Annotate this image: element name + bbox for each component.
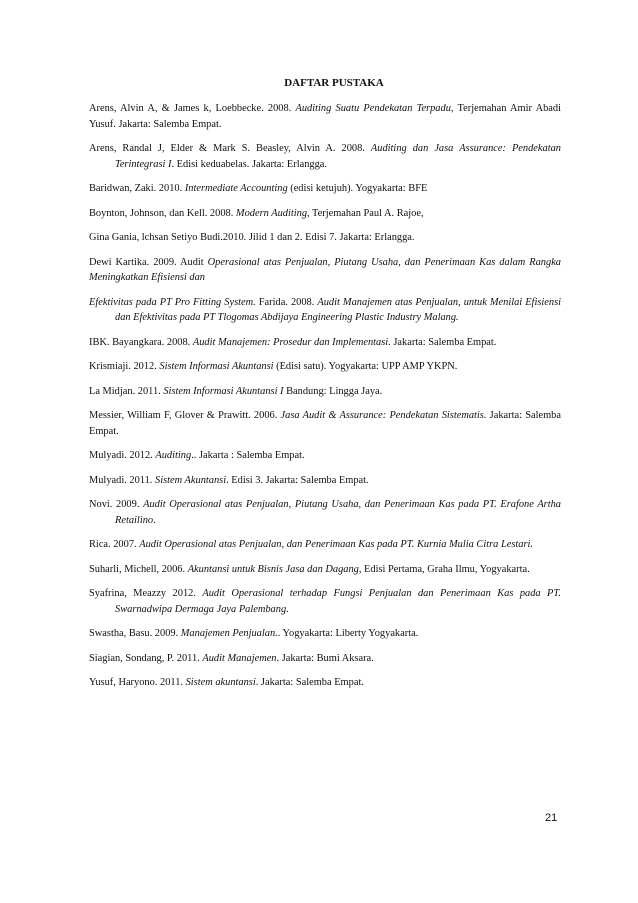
reference-details: Farida. 2008. [255,296,318,308]
reference-title: Operasional atas Penjualan, Piutang Usaha, dan Penerimaan Kas dalam Rangka Meningkatkan Efisiensi dan [89,256,561,283]
reference-entry [89,181,561,197]
reference-title: Akuntansi untuk Bisnis Jasa dan Dagang [187,563,359,575]
reference-author: Dewi Kartika. 2009. Audit [89,256,208,268]
reference-author: Suharli, Michell, 2006. [89,563,188,575]
reference-entry [89,295,561,326]
reference-details: .. Jakarta : Salemba Empat. [191,450,305,461]
reference-entry [89,651,561,667]
reference-entry [89,562,561,578]
reference-entry [89,101,561,132]
reference-entry [89,384,561,400]
reference-details: . Edisi keduabelas. Jakarta: Erlangga. [171,158,327,170]
reference-details: Jakarta: Salemba Empat. [89,410,561,437]
reference-entry [89,675,561,691]
reference-author: Gina Gania, lchsan Setiyo Budi.2010. Jilid 1 dan 2. Edisi 7. Jakarta: Erlangga. [89,232,415,243]
reference-entry [89,497,561,528]
reference-author: Boynton, Johnson, dan Kell. 2008. [89,207,236,219]
reference-author: Krismiaji. 2012. [89,361,160,372]
reference-title: Audit Manajemen [202,652,277,664]
reference-title: Audit Operasional atas Penjualan, Piutang Usaha, dan Penerimaan Kas pada PT. Erafone Artha Retailino [115,499,561,526]
reference-entry [89,537,561,553]
reference-entry [89,141,561,172]
reference-author: Arens, Alvin A, & James k, Loebbecke. 2008. [89,103,296,114]
reference-title: Manajemen Penjualan. [180,628,278,639]
reference-title: Auditing [155,450,192,461]
reference-details: , Terjemahan Paul A. Rajoe, [307,207,424,219]
reference-title: Auditing dan Jasa Assurance: Pendekatan Terintegrasi I [115,143,562,170]
reference-entry [89,408,561,439]
reference-author: La Midjan. 2011. [89,385,164,397]
reference-entry [89,230,561,246]
reference-author: Baridwan, Zaki. 2010. [89,183,185,194]
reference-details: . Yogyakarta: Liberty Yogyakarta. [277,628,419,639]
reference-title: Sistem Akuntansi [155,474,227,486]
reference-details: , Terjemahan Amir Abadi Yusuf. Jakarta: Salemba Empat. [89,103,562,130]
reference-details: (edisi ketujuh). Yogyakarta: BFE [287,183,428,194]
reference-title: Audit Operasional terhadap Fungsi Penjualan dan Penerimaan Kas pada PT. Swarnadwipa Dermaga Jaya Palembang [115,588,561,615]
reference-author: Novi. 2009. [89,499,144,510]
reference-author: IBK. Bayangkara. 2008. [89,336,193,348]
reference-entry [89,359,561,375]
reference-list [89,101,561,700]
reference-entry [89,626,561,642]
reference-entry [89,206,561,222]
reference-title: Sistem Informasi Akuntansi [159,361,274,372]
reference-title: Efektivitas pada PT Pro Fitting System. [89,296,256,308]
reference-details: (Edisi satu). Yogyakarta: UPP AMP YKPN. [273,361,458,372]
reference-details: . Jakarta: Salemba Empat. [255,677,364,688]
reference-details: Bandung: Lingga Jaya. [283,385,383,397]
reference-author: Mulyadi. 2011. [89,474,155,486]
page-number: 21 [545,812,558,824]
reference-author: Siagian, Sondang, P. 2011. [89,652,203,664]
reference-entry [89,335,561,351]
page-title: DAFTAR PUSTAKA [284,77,384,89]
reference-title: Sistem Informasi Akuntansi I [163,385,284,397]
reference-title-2: Audit Manajemen atas Penjualan, untuk Menilai Efisiensi dan Efektivitas pada PT Tlogomas Abdijaya Engineering Plastic Industry Malang. [115,296,562,323]
reference-author: Messier, William F, Glover & Prawitt. 2006. [89,410,281,421]
reference-details: . [153,514,156,526]
reference-entry [89,448,561,464]
reference-details: . Jakarta: Bumi Aksara. [276,652,374,664]
reference-details: , Edisi Pertama, Graha Ilmu, Yogyakarta. [358,563,530,575]
reference-author: Mulyadi. 2012. [89,450,156,461]
reference-title: Modern Auditing [235,207,308,219]
reference-details: . [286,603,289,615]
reference-author: Swastha, Basu. 2009. [89,628,181,639]
reference-title: Audit Operasional atas Penjualan, dan Penerimaan Kas pada PT. Kurnia Mulia Citra Lestari. [139,539,534,550]
reference-title: Sistem akuntansi [185,677,256,688]
reference-entry [89,473,561,489]
reference-title: Intermediate Accounting [184,183,288,194]
reference-author: Rica. 2007. [89,539,140,550]
reference-title: Jasa Audit & Assurance: Pendekatan Sistematis. [280,410,487,421]
reference-title: Audit Manajemen: Prosedur dan Implementasi [192,336,389,348]
reference-entry [89,586,561,617]
reference-details: . Jakarta: Salemba Empat. [388,336,497,348]
reference-title: Auditing Suatu Pendekatan Terpadu [295,103,451,114]
reference-author: Arens, Randal J, Elder & Mark S. Beasley, Alvin A. 2008. [89,143,371,154]
reference-author: Yusuf, Haryono. 2011. [89,677,186,688]
reference-details: . Edisi 3. Jakarta: Salemba Empat. [226,474,369,486]
reference-entry [89,255,561,286]
reference-author: Syafrina, Meazzy 2012. [89,588,203,599]
